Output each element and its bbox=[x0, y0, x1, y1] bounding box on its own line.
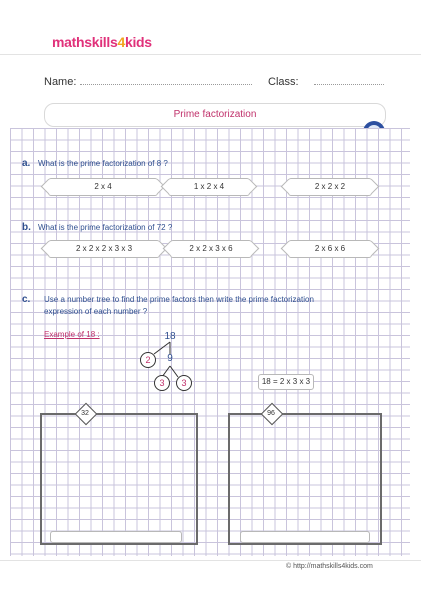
name-field[interactable] bbox=[80, 84, 252, 85]
logo-part-kids: kids bbox=[124, 34, 152, 50]
class-field[interactable] bbox=[314, 84, 384, 85]
logo-part-skills: skills bbox=[84, 34, 118, 50]
option-a2[interactable]: 1 x 2 x 4 bbox=[168, 178, 250, 196]
class-label: Class: bbox=[268, 76, 299, 88]
question-b-text: What is the prime factorization of 72 ? bbox=[38, 223, 173, 232]
example-mid-number: 9 bbox=[167, 353, 173, 364]
question-a-text: What is the prime factorization of 8 ? bbox=[38, 159, 168, 168]
example-factor-3b: 3 bbox=[176, 375, 192, 391]
logo-part-math: math bbox=[52, 34, 85, 50]
question-c-text-line2: expression of each number ? bbox=[44, 307, 148, 316]
example-answer: 18 = 2 x 3 x 3 bbox=[258, 374, 314, 390]
question-b-letter: b. bbox=[22, 222, 31, 233]
question-c-letter: c. bbox=[22, 294, 31, 305]
logo-part-4: 4 bbox=[117, 34, 125, 50]
option-b2[interactable]: 2 x 2 x 3 x 6 bbox=[170, 240, 252, 258]
footer-url: © http://mathskills4kids.com bbox=[286, 563, 373, 570]
worksheet-title: Prime factorization bbox=[44, 103, 386, 127]
example-label: Example of 18 : bbox=[44, 330, 100, 339]
name-label: Name: bbox=[44, 76, 77, 88]
example-factor-3a: 3 bbox=[154, 375, 170, 391]
header-divider bbox=[0, 54, 421, 55]
option-b1[interactable]: 2 x 2 x 2 x 3 x 3 bbox=[48, 240, 160, 258]
tree-32-answer-field[interactable] bbox=[50, 531, 182, 543]
question-a-letter: a. bbox=[22, 158, 31, 169]
option-b3[interactable]: 2 x 6 x 6 bbox=[288, 240, 372, 258]
tree-frame-32[interactable] bbox=[40, 413, 198, 545]
option-a3[interactable]: 2 x 2 x 2 bbox=[288, 178, 372, 196]
footer-divider bbox=[0, 560, 421, 561]
example-root-number: 18 bbox=[164, 331, 176, 342]
question-c-text: Use a number tree to find the prime factors then write the prime factorization bbox=[44, 295, 314, 304]
tree-frame-96[interactable] bbox=[228, 413, 382, 545]
tree-96-number: 96 bbox=[267, 410, 275, 417]
tree-32-number: 32 bbox=[81, 410, 89, 417]
option-a1[interactable]: 2 x 4 bbox=[48, 178, 158, 196]
tree-96-answer-field[interactable] bbox=[240, 531, 370, 543]
brand-logo bbox=[52, 34, 152, 50]
example-factor-2: 2 bbox=[140, 352, 156, 368]
